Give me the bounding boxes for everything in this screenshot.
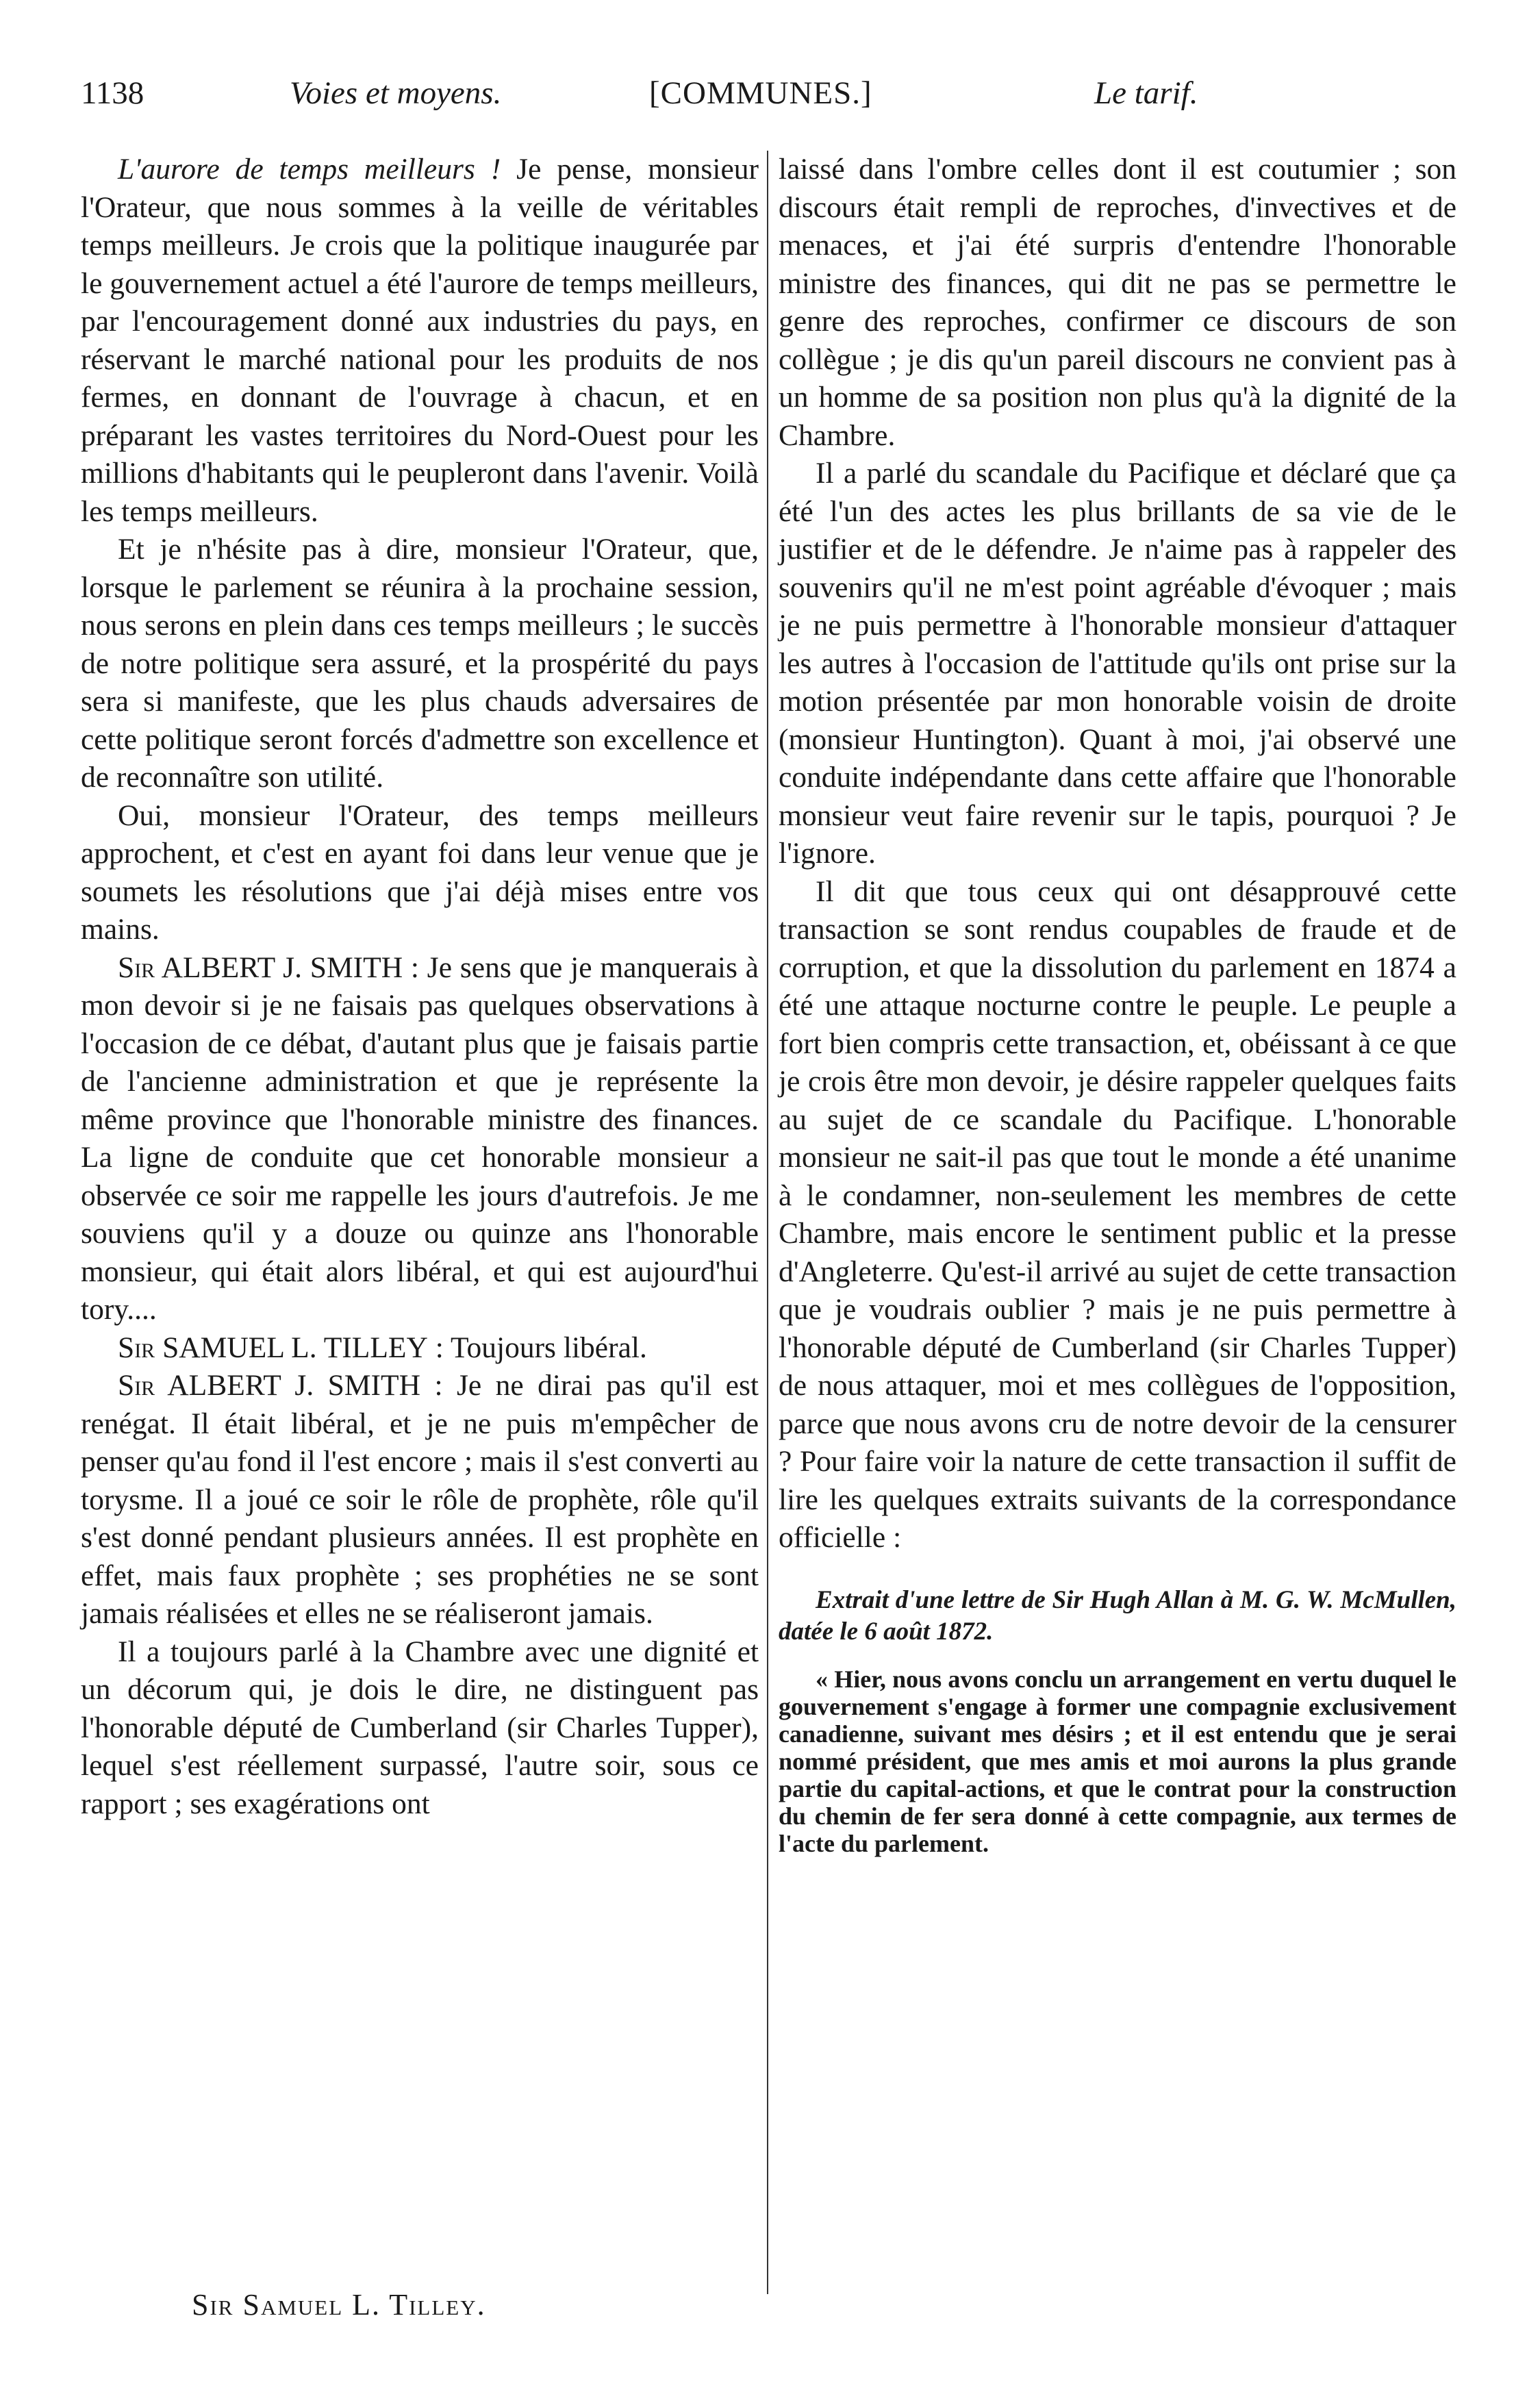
page-number: 1138 (81, 75, 144, 111)
speech-text: : Je sens que je manquerais à mon devoir si je ne faisais pas quelques observations à l'occasion de ce débat, d'autant plus que je faisais partie de l'ancienne administration et que je représente la même province que l'honorable ministre des finances. La ligne de conduite que cet honorable monsieur a observée ce soir me rappelle les jours d'autrefois. Je me souviens qu'il y a douze ou quinze ans l'honorable monsieur, qui était alors libéral, et qui est aujourd'hui tory.... (81, 951, 759, 1326)
extract-caption: Extrait d'une lettre de Sir Hugh Allan à M. G. W. McMullen, datée le 6 août 1872. (779, 1585, 1456, 1646)
quoted-letter: « Hier, nous avons conclu un arrangement en vertu duquel le gouvernement s'engage à former une compagnie exclusivement canadienne, suivant mes désirs ; et il est entendu que je serai nommé président, que mes amis et moi aurons la plus grande partie du capital-actions, et que le contrat pour la construction du chemin de fer sera donné à cette compagnie, aux termes de l'acte du parlement. (779, 1665, 1456, 1857)
right-column (779, 151, 1456, 1857)
speech (81, 949, 759, 1329)
speech-text: : Toujours libéral. (427, 1331, 647, 1364)
speaker-name: Sir ALBERT J. SMITH (118, 951, 403, 984)
paragraph-text: Je pense, monsieur l'Orateur, que nous sommes à la veille de véritables temps meilleurs. Je crois que la politique inaugurée par le gouvernement actuel a été l'aurore de temps meilleurs, par l'encouragement donné aux industries du pays, en réservant le marché national pour les produits de nos fermes, en donnant de l'ouvrage à chacun, et en préparant les vastes territoires du Nord-Ouest pour les millions d'habitants qui le peupleront dans l'avenir. Voilà les temps meilleurs. (81, 153, 759, 528)
section-title: Voies et moyens. (290, 75, 502, 111)
column-divider (767, 151, 768, 2294)
house-name: [COMMUNES.] (649, 75, 872, 111)
paragraph: Oui, monsieur l'Orateur, des temps meilleurs approchent, et c'est en ayant foi dans leur venue que je soumets les résolutions que j'ai déjà mises entre vos mains. (81, 798, 759, 946)
next-speaker: Sir Samuel L. Tilley. (192, 2288, 486, 2322)
paragraph (81, 151, 759, 531)
paragraph: Et je n'hésite pas à dire, monsieur l'Orateur, que, lorsque le parlement se réunira à la prochaine session, nous serons en plein dans ces temps meilleurs ; le succès de notre politique sera assuré, et la prospérité du pays sera si manifeste, que les plus chauds adversaires de cette politique seront forcés d'admettre son excellence et de reconnaître son utilité. (81, 533, 759, 794)
speech (81, 1329, 759, 1368)
speaker-name: Sir ALBERT J. SMITH (118, 1369, 421, 1402)
speaker-name: Sir SAMUEL L. TILLEY (118, 1331, 428, 1364)
paragraph: Il dit que tous ceux qui ont désapprouvé cette transaction se sont rendus coupables de fraude et de corruption, et que la dissolution du parlement en 1874 a été une attaque nocturne contre le peuple. Le peuple a fort bien compris cette transaction, et, obéissant à ce que je crois être mon devoir, je désire rappeler quelques faits au sujet de ce scandale du Pacifique. L'honorable monsieur ne sait-il pas que tout le monde a été unanime à le condamner, non-seulement les membres de cette Chambre, mais encore le sentiment public et la presse d'Angleterre. Qu'est-il arrivé au sujet de cette transaction que je voudrais oublier ? mais je ne puis permettre à l'honorable député de Cumberland (sir Charles Tupper) de nous attaquer, moi et mes collègues de l'opposition, parce que nous avons cru de notre devoir de la censurer ? Pour faire voir la nature de cette transaction il suffit de lire les quelques extraits suivants de la correspondance officielle : (779, 875, 1456, 1554)
running-header (81, 66, 1217, 121)
topic-title: Le tarif. (1094, 75, 1198, 111)
speech-text: : Je ne dirai pas qu'il est renégat. Il était libéral, et je ne puis m'empêcher de penser qu'au fond il l'est encore ; mais il s'est converti au torysme. Il a joué ce soir le rôle de prophète, rôle qu'il s'est donné pendant plusieurs années. Il est prophète en effet, mais faux prophète ; ses prophéties ne se sont jamais réalisées et elles ne se réaliseront jamais. (81, 1369, 759, 1630)
italic-phrase: L'aurore de temps meilleurs ! (118, 153, 501, 186)
paragraph: laissé dans l'ombre celles dont il est coutumier ; son discours était rempli de reproches, d'invectives et de menaces, et j'ai été surpris d'entendre l'honorable ministre des finances, qui dit ne pas se permettre le genre des reproches, confirmer ce discours de son collègue ; je dis qu'un pareil discours ne convient pas à un homme de sa position non plus qu'à la dignité de la Chambre. (779, 153, 1456, 452)
speech (81, 1367, 759, 1633)
paragraph: Il a toujours parlé à la Chambre avec une dignité et un décorum qui, je dois le dire, ne distinguent pas l'honorable député de Cumberland (sir Charles Tupper), lequel s'est réellement surpassé, l'autre soir, sous ce rapport ; ses exagérations ont (81, 1635, 759, 1820)
left-column (81, 151, 759, 1823)
paragraph: Il a parlé du scandale du Pacifique et déclaré que ça été l'un des actes les plus brillants de sa vie de le justifier et de le défendre. Je n'aime pas à rappeler des souvenirs qu'il ne m'est point agréable d'évoquer ; mais je ne puis permettre à l'honorable monsieur d'attaquer les autres à l'occasion de l'attitude qu'ils ont prise sur la motion présentée par mon honorable voisin de droite (monsieur Huntington). Quant à moi, j'ai observé une conduite indépendante dans cette affaire que l'honorable monsieur veut faire revenir sur le tapis, pourquoi ? Je l'ignore. (779, 457, 1456, 870)
